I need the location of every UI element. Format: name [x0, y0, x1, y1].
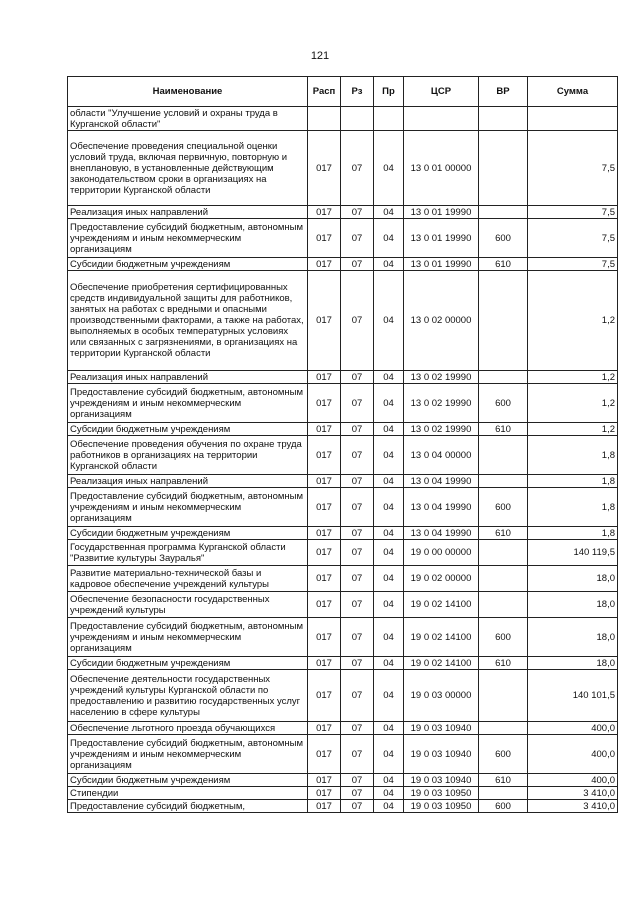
cell-pr: 04: [374, 774, 404, 787]
table-row: [68, 436, 618, 475]
cell-csr: 13 0 02 19990: [404, 384, 479, 423]
table-row: [68, 800, 618, 813]
cell-vr: 610: [479, 774, 528, 787]
budget-table: [67, 76, 618, 813]
cell-name: Реализация иных направлений: [68, 206, 308, 219]
cell-name: Обеспечение приобретения сертифицированных средств индивидуальной защиты для работников, занятых на работах с вредными и опасными производственными факторами, а также на работах, выполняемых в особых температурных условиях или связанных с загрязнениями, в организациях на территории Курганской области: [68, 271, 308, 371]
cell-sum: 400,0: [528, 722, 618, 735]
cell-pr: 04: [374, 219, 404, 258]
cell-name: Стипендии: [68, 787, 308, 800]
cell-sum: 7,5: [528, 206, 618, 219]
cell-csr: 19 0 03 10950: [404, 787, 479, 800]
cell-vr: [479, 722, 528, 735]
cell-sum: 7,5: [528, 258, 618, 271]
cell-vr: 610: [479, 527, 528, 540]
cell-csr: 19 0 02 14100: [404, 657, 479, 670]
cell-sum: 400,0: [528, 735, 618, 774]
cell-pr: 04: [374, 206, 404, 219]
cell-csr: 19 0 02 00000: [404, 566, 479, 592]
cell-sum: 3 410,0: [528, 787, 618, 800]
cell-name: Обеспечение безопасности государственных учреждений культуры: [68, 592, 308, 618]
cell-vr: [479, 131, 528, 206]
cell-csr: 13 0 01 19990: [404, 206, 479, 219]
cell-csr: 19 0 03 00000: [404, 670, 479, 722]
cell-rz: 07: [341, 774, 374, 787]
table-row: [68, 527, 618, 540]
cell-sum: 1,8: [528, 475, 618, 488]
cell-rz: 07: [341, 423, 374, 436]
table-row: [68, 107, 618, 131]
cell-rz: 07: [341, 735, 374, 774]
cell-rasp: 017: [308, 371, 341, 384]
cell-sum: 18,0: [528, 657, 618, 670]
table-row: [68, 670, 618, 722]
cell-sum: 400,0: [528, 774, 618, 787]
cell-vr: [479, 436, 528, 475]
cell-rasp: 017: [308, 423, 341, 436]
header-name: Наименование: [68, 77, 308, 107]
cell-sum: 1,2: [528, 384, 618, 423]
cell-name: области "Улучшение условий и охраны труда в Курганской области": [68, 107, 308, 131]
cell-pr: 04: [374, 488, 404, 527]
table-row: [68, 735, 618, 774]
cell-rz: 07: [341, 258, 374, 271]
table-row: [68, 384, 618, 423]
cell-vr: [479, 592, 528, 618]
cell-pr: 04: [374, 384, 404, 423]
cell-pr: 04: [374, 423, 404, 436]
table-row: [68, 488, 618, 527]
cell-sum: 1,8: [528, 436, 618, 475]
cell-vr: 600: [479, 735, 528, 774]
cell-rasp: 017: [308, 670, 341, 722]
cell-vr: 610: [479, 423, 528, 436]
cell-pr: 04: [374, 371, 404, 384]
cell-name: Субсидии бюджетным учреждениям: [68, 258, 308, 271]
cell-pr: 04: [374, 475, 404, 488]
cell-name: Развитие материально-технической базы и кадровое обеспечение учреждений культуры: [68, 566, 308, 592]
cell-vr: 600: [479, 488, 528, 527]
cell-csr: 13 0 02 19990: [404, 371, 479, 384]
table-row: [68, 540, 618, 566]
cell-csr: 13 0 02 00000: [404, 271, 479, 371]
cell-pr: 04: [374, 735, 404, 774]
cell-vr: 610: [479, 258, 528, 271]
cell-rasp: 017: [308, 258, 341, 271]
cell-rasp: 017: [308, 787, 341, 800]
cell-name: Предоставление субсидий бюджетным, автономным учреждениям и иным некоммерческим организациям: [68, 384, 308, 423]
cell-sum: 7,5: [528, 131, 618, 206]
cell-name: Обеспечение льготного проезда обучающихся: [68, 722, 308, 735]
cell-rz: 07: [341, 488, 374, 527]
cell-sum: 3 410,0: [528, 800, 618, 813]
cell-rz: 07: [341, 436, 374, 475]
table-row: [68, 475, 618, 488]
cell-name: Предоставление субсидий бюджетным, автономным учреждениям и иным некоммерческим организациям: [68, 219, 308, 258]
cell-rz: 07: [341, 566, 374, 592]
table-row: [68, 566, 618, 592]
cell-vr: [479, 206, 528, 219]
cell-pr: 04: [374, 527, 404, 540]
cell-sum: 7,5: [528, 219, 618, 258]
cell-sum: 18,0: [528, 618, 618, 657]
cell-sum: 1,8: [528, 488, 618, 527]
cell-rasp: 017: [308, 271, 341, 371]
table-header-row: [68, 77, 618, 107]
cell-vr: [479, 670, 528, 722]
table-row: [68, 722, 618, 735]
cell-csr: 13 0 04 19990: [404, 475, 479, 488]
header-rasp: Расп: [308, 77, 341, 107]
cell-rasp: 017: [308, 527, 341, 540]
page-number: 121: [310, 50, 330, 62]
table-row: [68, 371, 618, 384]
cell-vr: [479, 271, 528, 371]
cell-sum: 1,2: [528, 423, 618, 436]
cell-rz: 07: [341, 219, 374, 258]
cell-rasp: 017: [308, 436, 341, 475]
cell-pr: 04: [374, 566, 404, 592]
cell-sum: 1,2: [528, 371, 618, 384]
table-row: [68, 258, 618, 271]
cell-csr: 13 0 04 19990: [404, 527, 479, 540]
cell-rasp: 017: [308, 566, 341, 592]
cell-csr: 19 0 02 14100: [404, 592, 479, 618]
cell-rz: [341, 107, 374, 131]
cell-pr: 04: [374, 657, 404, 670]
cell-vr: 610: [479, 657, 528, 670]
cell-pr: 04: [374, 131, 404, 206]
table-body: [68, 107, 618, 813]
cell-rz: 07: [341, 131, 374, 206]
cell-rasp: 017: [308, 800, 341, 813]
cell-csr: 13 0 04 19990: [404, 488, 479, 527]
table-row: [68, 618, 618, 657]
header-vr: ВР: [479, 77, 528, 107]
cell-name: Предоставление субсидий бюджетным, автономным учреждениям и иным некоммерческим организациям: [68, 618, 308, 657]
cell-sum: 1,8: [528, 527, 618, 540]
cell-csr: 19 0 03 10940: [404, 735, 479, 774]
cell-rasp: 017: [308, 488, 341, 527]
cell-csr: 13 0 02 19990: [404, 423, 479, 436]
cell-name: Предоставление субсидий бюджетным,: [68, 800, 308, 813]
cell-csr: 13 0 01 00000: [404, 131, 479, 206]
cell-name: Субсидии бюджетным учреждениям: [68, 774, 308, 787]
cell-rasp: 017: [308, 384, 341, 423]
cell-pr: 04: [374, 258, 404, 271]
cell-sum: 140 101,5: [528, 670, 618, 722]
cell-csr: 13 0 01 19990: [404, 219, 479, 258]
cell-sum: [528, 107, 618, 131]
cell-name: Предоставление субсидий бюджетным, автономным учреждениям и иным некоммерческим организациям: [68, 735, 308, 774]
cell-pr: 04: [374, 436, 404, 475]
cell-rz: 07: [341, 722, 374, 735]
header-rz: Рз: [341, 77, 374, 107]
cell-rz: 07: [341, 271, 374, 371]
cell-rz: 07: [341, 540, 374, 566]
cell-rasp: 017: [308, 618, 341, 657]
cell-rz: 07: [341, 592, 374, 618]
cell-rasp: 017: [308, 219, 341, 258]
header-sum: Сумма: [528, 77, 618, 107]
cell-vr: [479, 475, 528, 488]
cell-rz: 07: [341, 475, 374, 488]
cell-sum: 18,0: [528, 566, 618, 592]
cell-pr: 04: [374, 592, 404, 618]
cell-vr: [479, 787, 528, 800]
cell-rasp: 017: [308, 131, 341, 206]
cell-rz: 07: [341, 657, 374, 670]
cell-pr: 04: [374, 618, 404, 657]
cell-rz: 07: [341, 384, 374, 423]
cell-rasp: 017: [308, 475, 341, 488]
cell-vr: 600: [479, 219, 528, 258]
cell-vr: [479, 540, 528, 566]
cell-name: Обеспечение проведения обучения по охране труда работников в организациях на территории Курганской области: [68, 436, 308, 475]
cell-csr: 19 0 03 10940: [404, 722, 479, 735]
cell-vr: [479, 371, 528, 384]
table-row: [68, 423, 618, 436]
cell-pr: [374, 107, 404, 131]
cell-vr: [479, 566, 528, 592]
cell-name: Государственная программа Курганской области "Развитие культуры Зауралья": [68, 540, 308, 566]
header-pr: Пр: [374, 77, 404, 107]
cell-vr: 600: [479, 618, 528, 657]
cell-csr: [404, 107, 479, 131]
table-row: [68, 787, 618, 800]
table-row: [68, 131, 618, 206]
cell-vr: [479, 107, 528, 131]
cell-rz: 07: [341, 800, 374, 813]
cell-rasp: 017: [308, 735, 341, 774]
cell-csr: 19 0 03 10950: [404, 800, 479, 813]
cell-name: Субсидии бюджетным учреждениям: [68, 527, 308, 540]
cell-vr: 600: [479, 384, 528, 423]
cell-rasp: 017: [308, 774, 341, 787]
cell-pr: 04: [374, 670, 404, 722]
cell-rz: 07: [341, 670, 374, 722]
cell-pr: 04: [374, 540, 404, 566]
cell-rz: 07: [341, 527, 374, 540]
cell-name: Реализация иных направлений: [68, 475, 308, 488]
cell-name: Реализация иных направлений: [68, 371, 308, 384]
cell-rz: 07: [341, 787, 374, 800]
cell-rasp: 017: [308, 206, 341, 219]
cell-name: Предоставление субсидий бюджетным, автономным учреждениям и иным некоммерческим организациям: [68, 488, 308, 527]
cell-rasp: 017: [308, 722, 341, 735]
cell-rasp: 017: [308, 657, 341, 670]
cell-csr: 19 0 00 00000: [404, 540, 479, 566]
cell-sum: 1,2: [528, 271, 618, 371]
cell-sum: 18,0: [528, 592, 618, 618]
cell-rz: 07: [341, 618, 374, 657]
cell-csr: 13 0 04 00000: [404, 436, 479, 475]
table-row: [68, 271, 618, 371]
header-csr: ЦСР: [404, 77, 479, 107]
cell-pr: 04: [374, 787, 404, 800]
cell-rasp: [308, 107, 341, 131]
cell-rasp: 017: [308, 540, 341, 566]
cell-csr: 13 0 01 19990: [404, 258, 479, 271]
cell-name: Обеспечение проведения специальной оценки условий труда, включая первичную, повторную и внеплановую, в установленные действующим законодательством сроки в организациях на территории Курганской области: [68, 131, 308, 206]
cell-pr: 04: [374, 271, 404, 371]
table-row: [68, 592, 618, 618]
table-row: [68, 219, 618, 258]
cell-pr: 04: [374, 722, 404, 735]
cell-name: Субсидии бюджетным учреждениям: [68, 657, 308, 670]
table-row: [68, 657, 618, 670]
cell-rz: 07: [341, 206, 374, 219]
table-row: [68, 774, 618, 787]
cell-csr: 19 0 02 14100: [404, 618, 479, 657]
cell-csr: 19 0 03 10940: [404, 774, 479, 787]
cell-rz: 07: [341, 371, 374, 384]
cell-pr: 04: [374, 800, 404, 813]
cell-sum: 140 119,5: [528, 540, 618, 566]
cell-vr: 600: [479, 800, 528, 813]
table-row: [68, 206, 618, 219]
cell-name: Обеспечение деятельности государственных учреждений культуры Курганской области по предоставлению и развитию государственных услуг населению в сфере культуры: [68, 670, 308, 722]
cell-rasp: 017: [308, 592, 341, 618]
cell-name: Субсидии бюджетным учреждениям: [68, 423, 308, 436]
